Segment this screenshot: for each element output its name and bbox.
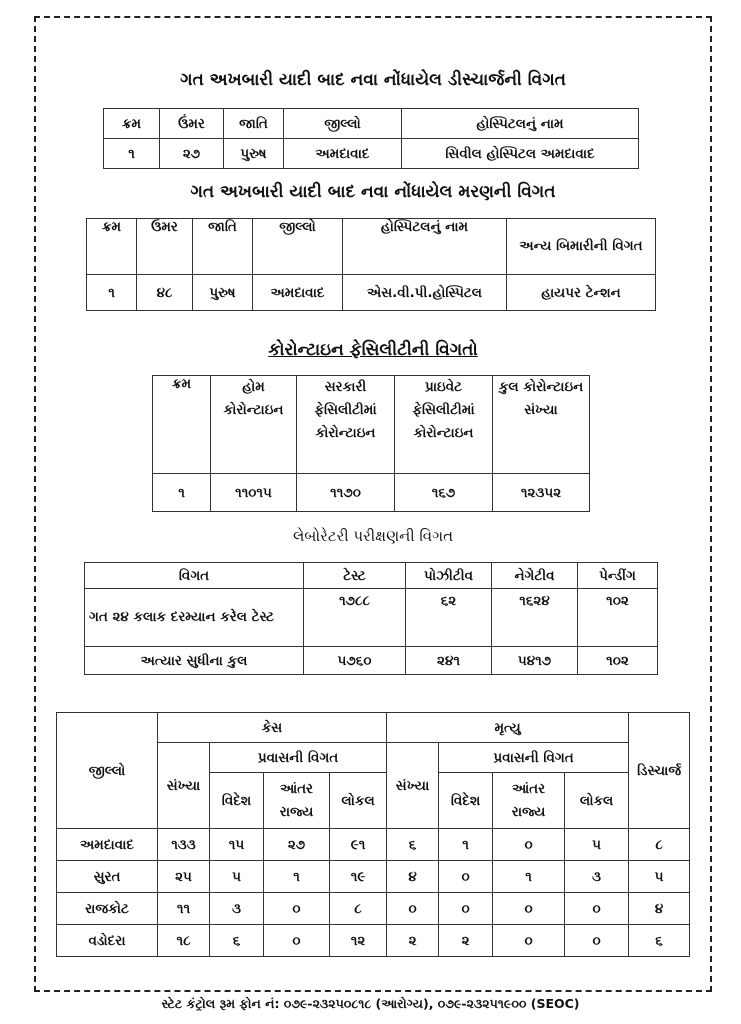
table-row: [87, 275, 656, 311]
table-cell: ૧૧૦૧૫: [211, 474, 297, 512]
table-cell: ૧: [87, 275, 137, 311]
header-cell: નેગેટીવ: [492, 563, 578, 589]
header-cell: વિદેશ: [210, 773, 264, 829]
table-cell: ૬: [210, 925, 264, 957]
table-cell: સુરત: [57, 861, 158, 893]
header-cell: આંતર રાજ્ય: [264, 773, 330, 829]
header-cell: ટેસ્ટ: [304, 563, 406, 589]
footer-contact-line: સ્ટેટ કંટ્રોલ રૂમ ફોન નં: ૦૭૯-૨૩૨૫૦૮૧૮ (આરોગ્ય), ૦૭૯-૨૩૨૫૧૯૦૦ (SEOC): [161, 996, 580, 1011]
table-row: [85, 589, 658, 647]
table-header-row: [153, 376, 590, 474]
table-cell: હાયપર ટેન્શન: [507, 275, 656, 311]
table-cell: ૨૭: [160, 139, 224, 169]
table-cell: ૫: [210, 861, 264, 893]
table-cell: રાજકોટ: [57, 893, 158, 925]
header-cell: કુલ કોરોન્ટાઇન સંખ્યા: [493, 376, 590, 474]
table-cell: વડોદરા: [57, 925, 158, 957]
header-cell: પોઝીટીવ: [406, 563, 492, 589]
lab-section-title: લેબોરેટરી પરીક્ષણની વિગત: [292, 527, 454, 545]
table-cell: ૧૫: [210, 829, 264, 861]
table-cell: ૯૧: [330, 829, 387, 861]
table-cell: સિવીલ હોસ્પિટલ અમદાવાદ: [402, 139, 639, 169]
quarantine-table: [152, 375, 590, 512]
header-cell: આંતર રાજ્ય: [493, 773, 565, 829]
table-cell: ૧૩૩: [158, 829, 210, 861]
table-cell: ૬: [387, 829, 439, 861]
table-cell: ૨: [387, 925, 439, 957]
table-cell: ૫: [565, 829, 629, 861]
header-cell: ઉંમર: [160, 109, 224, 139]
table-cell: ૧૦૨: [578, 589, 658, 647]
table-cell: ૨૪૧: [406, 647, 492, 675]
table-cell: ૦: [493, 893, 565, 925]
table-cell: ૧૧: [158, 893, 210, 925]
table-cell: ૦: [493, 829, 565, 861]
table-cell: અમદાવાદ: [253, 275, 343, 311]
death-section-title: ગત અખબારી યાદી બાદ નવા નોંધાયેલ મરણની વિગત: [190, 182, 556, 202]
table-cell: ૨: [439, 925, 493, 957]
table-cell: ૧: [264, 861, 330, 893]
header-cell-death-count: સંખ્યા: [387, 743, 439, 829]
table-cell: અમદાવાદ: [284, 139, 402, 169]
header-cell: હોસ્પિટલનું નામ: [402, 109, 639, 139]
header-cell: હોમ કોરોન્ટાઇન: [211, 376, 297, 474]
table-cell: અમદાવાદ: [57, 829, 158, 861]
table-cell: ૪૮: [137, 275, 193, 311]
table-row: [57, 861, 690, 893]
table-cell: ૨૫: [158, 861, 210, 893]
header-cell: વિદેશ: [439, 773, 493, 829]
table-cell: ૧૨: [330, 925, 387, 957]
table-cell: ૦: [439, 893, 493, 925]
table-cell: એસ.વી.પી.હોસ્પિટલ: [343, 275, 507, 311]
header-cell: ક્રમ: [104, 109, 160, 139]
table-cell: ૦: [565, 893, 629, 925]
table-cell: ૩: [210, 893, 264, 925]
table-cell: ૮: [629, 829, 690, 861]
table-cell: ગત ૨૪ કલાક દરમ્યાન કરેલ ટેસ્ટ: [85, 589, 304, 647]
header-cell-cases: કેસ: [158, 713, 387, 743]
table-cell: ૧૬૨૪: [492, 589, 578, 647]
header-cell: અન્ય બિમારીની વિગત: [507, 219, 656, 275]
header-cell: જાતિ: [193, 219, 253, 275]
header-cell: લોકલ: [565, 773, 629, 829]
table-cell: ૧: [104, 139, 160, 169]
table-cell: પુરુષ: [224, 139, 284, 169]
header-cell: પેન્ડીંગ: [578, 563, 658, 589]
table-header-row: [104, 109, 639, 139]
death-table: [86, 218, 656, 311]
district-table: [56, 712, 690, 957]
table-header-row: [85, 563, 658, 589]
header-cell-district: જીલ્લો: [57, 713, 158, 829]
discharge-section-title: ગત અખબારી યાદી બાદ નવા નોંધાયેલ ડીસ્ચાર્જની વિગત: [180, 70, 566, 90]
header-cell-case-travel: પ્રવાસની વિગત: [210, 743, 387, 773]
table-row: [153, 474, 590, 512]
table-cell: ૫૭૬૦: [304, 647, 406, 675]
header-cell: ઉંમર: [137, 219, 193, 275]
header-cell: વિગત: [85, 563, 304, 589]
header-cell-discharge: ડિસ્ચાર્જ: [629, 713, 690, 829]
discharge-table: [103, 108, 639, 169]
table-cell: ૩: [565, 861, 629, 893]
table-row: [57, 925, 690, 957]
table-cell: ૧૭૮૮: [304, 589, 406, 647]
header-cell: ક્રમ: [153, 376, 211, 474]
table-cell: ૪: [387, 861, 439, 893]
table-cell: પુરુષ: [193, 275, 253, 311]
table-cell: ૧: [153, 474, 211, 512]
table-cell: ૦: [565, 925, 629, 957]
table-cell: ૦: [439, 861, 493, 893]
header-cell: હોસ્પિટલનું નામ: [343, 219, 507, 275]
table-cell: ૧૧૭૦: [297, 474, 395, 512]
header-cell: સરકારી ફેસિલીટીમાં કોરોન્ટાઇન: [297, 376, 395, 474]
table-cell: ૧૮: [158, 925, 210, 957]
table-cell: અત્યાર સુધીના કુલ: [85, 647, 304, 675]
header-cell-deaths: મૃત્યુ: [387, 713, 629, 743]
header-cell: જીલ્લો: [284, 109, 402, 139]
table-cell: ૧૯: [330, 861, 387, 893]
table-cell: ૪: [629, 893, 690, 925]
table-row: [57, 893, 690, 925]
table-cell: ૫: [629, 861, 690, 893]
table-cell: ૧૦૨: [578, 647, 658, 675]
table-header-row: [87, 219, 656, 275]
header-cell-case-count: સંખ્યા: [158, 743, 210, 829]
table-cell: ૨૭: [264, 829, 330, 861]
header-cell-death-travel: પ્રવાસની વિગત: [439, 743, 629, 773]
header-cell: ક્રમ: [87, 219, 137, 275]
table-row: [85, 647, 658, 675]
table-cell: ૬૨: [406, 589, 492, 647]
table-cell: ૦: [264, 893, 330, 925]
table-cell: ૧: [439, 829, 493, 861]
header-cell: જીલ્લો: [253, 219, 343, 275]
table-cell: ૧૬૭: [395, 474, 493, 512]
table-cell: ૬: [629, 925, 690, 957]
quarantine-section-title: કોરોન્ટાઇન ફેસિલીટીની વિગતો: [268, 340, 478, 360]
header-cell: જાતિ: [224, 109, 284, 139]
table-cell: ૮: [330, 893, 387, 925]
table-row: [104, 139, 639, 169]
header-cell: લોકલ: [330, 773, 387, 829]
lab-table: [84, 562, 658, 675]
table-cell: ૧: [493, 861, 565, 893]
table-cell: ૦: [264, 925, 330, 957]
table-row: [57, 829, 690, 861]
table-cell: ૦: [387, 893, 439, 925]
table-cell: ૧૨૩૫૨: [493, 474, 590, 512]
header-cell: પ્રાઇવેટ ફેસિલીટીમાં કોરોન્ટાઇન: [395, 376, 493, 474]
table-header-row: [57, 713, 690, 743]
table-cell: ૫૪૧૭: [492, 647, 578, 675]
table-cell: ૦: [493, 925, 565, 957]
